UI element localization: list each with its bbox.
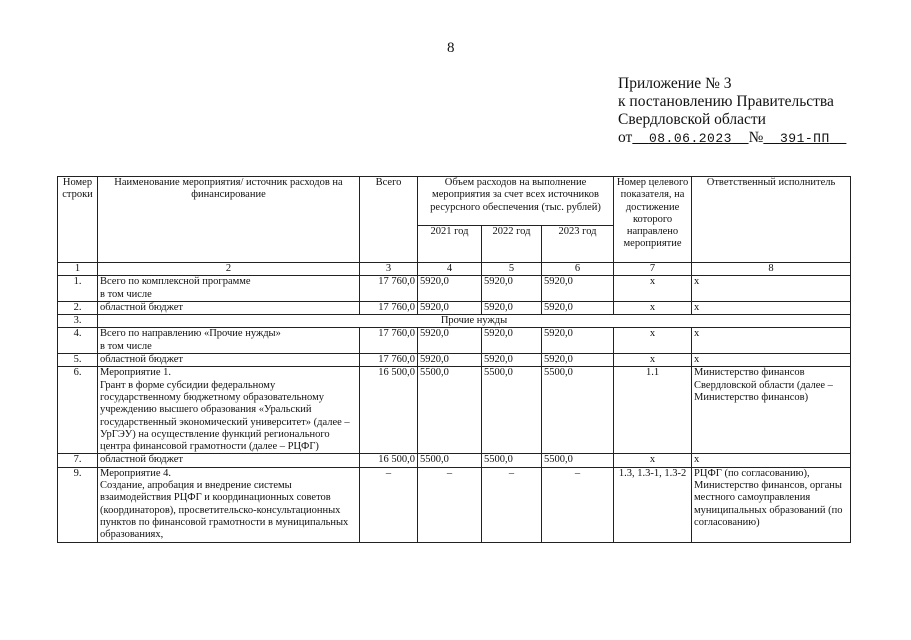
row-number-cell: 3. — [58, 315, 98, 328]
total-cell: – — [360, 467, 418, 542]
col-number: 6 — [542, 263, 614, 276]
row-number-cell: 9. — [58, 467, 98, 542]
total-cell: 16 500,0 — [360, 367, 418, 454]
header-total: Всего — [360, 177, 418, 263]
year-2022-cell: 5920,0 — [482, 301, 542, 314]
target-indicator-cell: 1.3, 1.3-1, 1.3-2 — [614, 467, 692, 542]
row-number-cell: 1. — [58, 276, 98, 302]
header-2022: 2022 год — [482, 226, 542, 263]
total-cell: 17 760,0 — [360, 328, 418, 354]
year-2023-cell: – — [542, 467, 614, 542]
col-number: 1 — [58, 263, 98, 276]
year-2023-cell: 5500,0 — [542, 454, 614, 467]
target-indicator-cell: x — [614, 454, 692, 467]
year-2021-cell: 5920,0 — [418, 328, 482, 354]
target-indicator-cell: x — [614, 301, 692, 314]
year-2022-cell: – — [482, 467, 542, 542]
table-row — [58, 315, 851, 328]
col-number: 5 — [482, 263, 542, 276]
resolution-number: 391-ПП — [779, 131, 830, 146]
table-row — [58, 467, 851, 542]
row-number-cell: 5. — [58, 354, 98, 367]
name-cell: Мероприятие 1. Грант в форме субсидии федеральному государственному бюджетному образовательному учреждению высшего образования «Уральский государственный экономический университет» (далее – УрГЭУ) на осуществление функций регионального центра финансовой грамотности (далее – РЦФГ) — [98, 367, 360, 454]
col-number: 8 — [692, 263, 851, 276]
header-name: Наименование мероприятия/ источник расходов на финансирование — [98, 177, 360, 263]
row-number-cell: 2. — [58, 301, 98, 314]
target-indicator-cell: x — [614, 328, 692, 354]
number-label: № — [748, 129, 764, 146]
target-indicator-cell: 1.1 — [614, 367, 692, 454]
target-indicator-cell: x — [614, 354, 692, 367]
year-2023-cell: 5920,0 — [542, 301, 614, 314]
year-2021-cell: 5920,0 — [418, 301, 482, 314]
name-cell: областной бюджет — [98, 301, 360, 314]
year-2021-cell: 5500,0 — [418, 454, 482, 467]
appendix-title: Приложение № 3 — [618, 75, 732, 92]
table-row — [58, 328, 851, 354]
year-2022-cell: 5500,0 — [482, 454, 542, 467]
col-number: 3 — [360, 263, 418, 276]
appendix-resolution: к постановлению Правительства — [618, 93, 834, 110]
appendix-date-line — [618, 129, 846, 148]
year-2023-cell: 5920,0 — [542, 276, 614, 302]
table-row — [58, 454, 851, 467]
total-cell: 17 760,0 — [360, 301, 418, 314]
table-row — [58, 367, 851, 454]
year-2022-cell: 5920,0 — [482, 276, 542, 302]
col-number: 4 — [418, 263, 482, 276]
from-label: от — [618, 129, 633, 146]
expenses-table — [57, 176, 851, 543]
name-cell: Всего по направлению «Прочие нужды» в том числе — [98, 328, 360, 354]
year-2023-cell: 5920,0 — [542, 354, 614, 367]
year-2023-cell: 5920,0 — [542, 328, 614, 354]
year-2023-cell: 5500,0 — [542, 367, 614, 454]
executor-cell: x — [692, 301, 851, 314]
total-cell: 16 500,0 — [360, 454, 418, 467]
row-number-cell: 6. — [58, 367, 98, 454]
name-cell: Всего по комплексной программе в том числе — [98, 276, 360, 302]
header-volume: Объем расходов на выполнение мероприятия за счет всех источников ресурсного обеспечения (тыс. рублей) — [418, 177, 614, 226]
table-row — [58, 301, 851, 314]
header-executor: Ответственный исполнитель — [692, 177, 851, 263]
executor-cell: x — [692, 454, 851, 467]
year-2021-cell: 5920,0 — [418, 276, 482, 302]
year-2021-cell: – — [418, 467, 482, 542]
executor-cell: Министерство финансов Свердловской области (далее – Министерство финансов) — [692, 367, 851, 454]
name-cell: Мероприятие 4. Создание, апробация и внедрение системы взаимодействия РЦФГ и координационных советов (координаторов), просветительско-консультационных пунктов по финансовой грамотности в муниципальных образованиях, — [98, 467, 360, 542]
table-row — [58, 354, 851, 367]
column-numbers-row — [58, 263, 851, 276]
row-number-cell: 4. — [58, 328, 98, 354]
row-number-cell: 7. — [58, 454, 98, 467]
year-2022-cell: 5920,0 — [482, 328, 542, 354]
table-row — [58, 276, 851, 302]
year-2021-cell: 5500,0 — [418, 367, 482, 454]
header-2021: 2021 год — [418, 226, 482, 263]
page-number: 8 — [447, 40, 455, 56]
name-cell: областной бюджет — [98, 354, 360, 367]
target-indicator-cell: x — [614, 276, 692, 302]
header-row — [58, 177, 851, 226]
header-row-num: Номер строки — [58, 177, 98, 263]
header-target: Номер целевого показателя, на достижение которого направлено мероприятие — [614, 177, 692, 263]
total-cell: 17 760,0 — [360, 276, 418, 302]
appendix-region: Свердловской области — [618, 111, 766, 128]
year-2021-cell: 5920,0 — [418, 354, 482, 367]
year-2022-cell: 5500,0 — [482, 367, 542, 454]
year-2022-cell: 5920,0 — [482, 354, 542, 367]
executor-cell: x — [692, 328, 851, 354]
col-number: 2 — [98, 263, 360, 276]
executor-cell: РЦФГ (по согласованию), Министерство финансов, органы местного самоуправления муниципальных образований (по согласованию) — [692, 467, 851, 542]
header-2023: 2023 год — [542, 226, 614, 263]
executor-cell: x — [692, 354, 851, 367]
appendix-header — [618, 75, 846, 148]
executor-cell: x — [692, 276, 851, 302]
total-cell: 17 760,0 — [360, 354, 418, 367]
col-number: 7 — [614, 263, 692, 276]
name-cell: областной бюджет — [98, 454, 360, 467]
section-title-cell: Прочие нужды — [98, 315, 851, 328]
resolution-date: 08.06.2023 — [648, 131, 732, 146]
